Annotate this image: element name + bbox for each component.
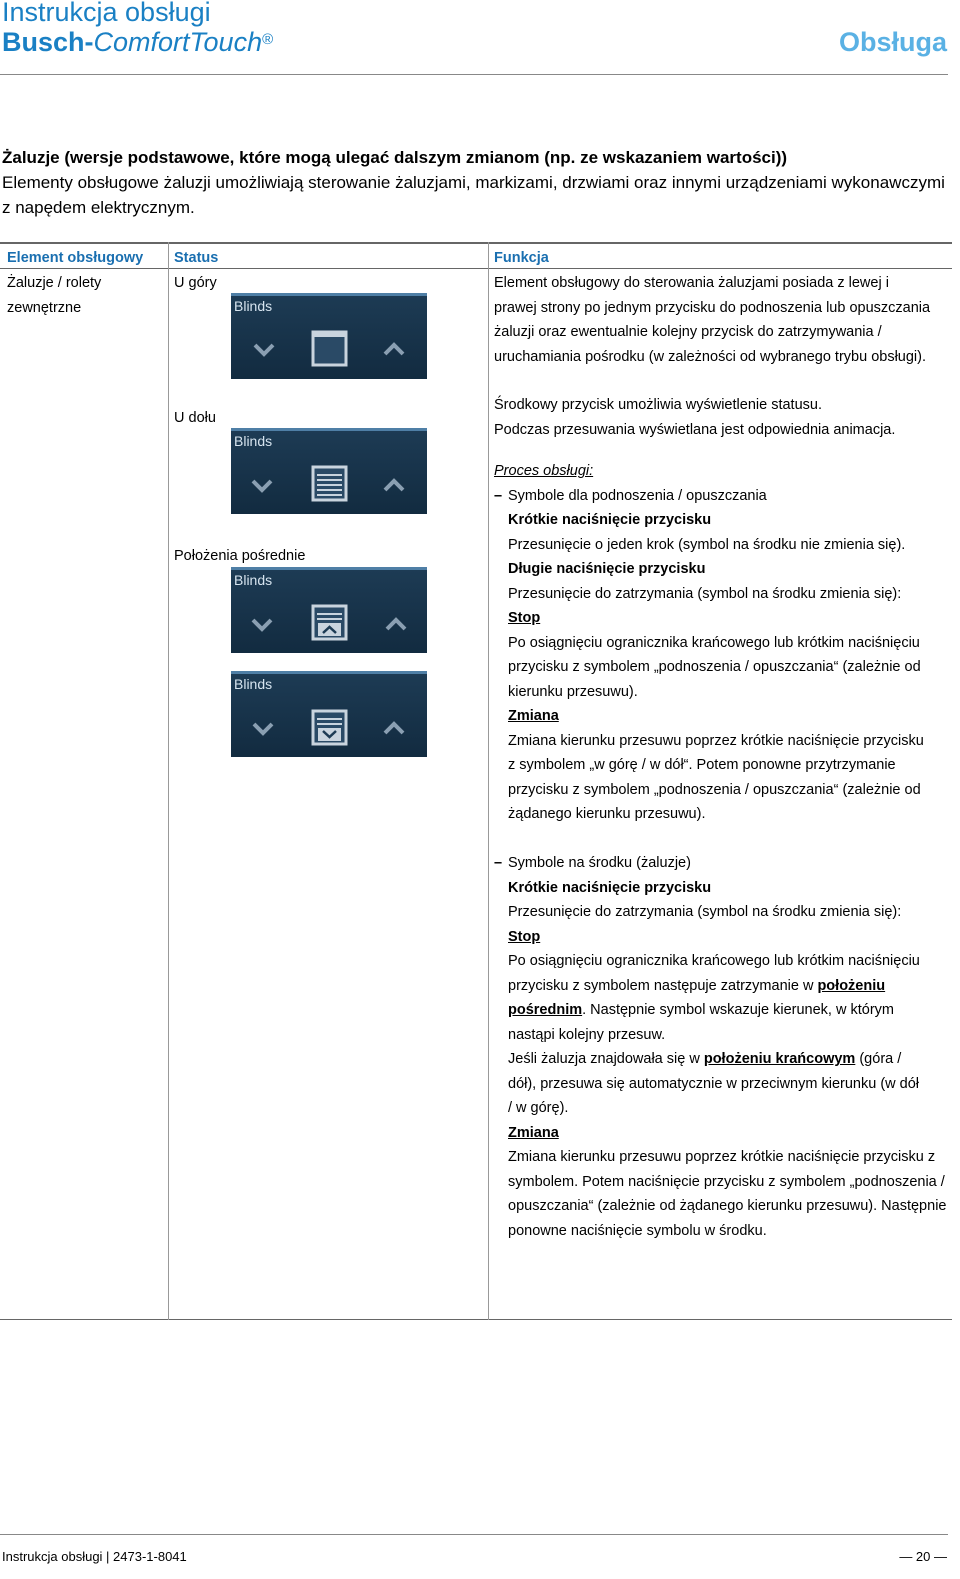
chevron-up-icon[interactable] (385, 724, 403, 733)
brand-prefix: Busch- (2, 27, 94, 57)
section1-title: – Symbole dla podnoszenia / opuszczania (508, 488, 767, 504)
s2-short-heading: Krótkie naciśnięcie przycisku (508, 879, 712, 896)
s1-long-text: Przesunięcie do zatrzymania (symbol na środku zmienia się): (508, 585, 902, 602)
s2-stop-text-a: Po osiągnięciu ogranicznika krańcowego lub krótkim naciśnięciu przycisku z symbolem następuje zatrzymanie w (508, 953, 920, 994)
registered-mark: ® (262, 31, 274, 48)
intro (2, 145, 947, 220)
header-status: Status (174, 250, 219, 266)
table-column-divider (488, 242, 489, 1320)
blinds-arrow-up-icon[interactable] (313, 606, 346, 639)
s2-zmiana-label: Zmiana (508, 1124, 559, 1141)
chevron-down-icon[interactable] (253, 481, 271, 490)
function-p1: Element obsługowy do sterowania żaluzjami posiada z lewej i prawej strony po jednym przycisku do podnoszenia lub opuszczania żaluzji oraz ewentualnie kolejny przycisk do zatrzymywania / uruchamiania pośrodku (w zależności od wybranego trybu obsługi). (494, 275, 931, 365)
intro-text: Elementy obsługowe żaluzji umożliwiają sterowanie żaluzjami, markizami, drzwiami oraz innymi urządzeniami wykonawczymi z napędem elektrycznym. (2, 173, 945, 217)
status-intermediate: Położenia pośrednie (174, 548, 306, 564)
chevron-down-icon[interactable] (254, 724, 272, 733)
process-heading: Proces obsługi: (494, 463, 594, 479)
section-title: Obsługa (838, 27, 947, 57)
element-name (7, 271, 101, 320)
section2-title: – Symbole na środku (żaluzje) (508, 855, 691, 871)
widget-label: Blinds (234, 433, 273, 449)
widget-label: Blinds (234, 572, 273, 588)
link-end-position[interactable]: położeniu krańcowym (703, 1051, 856, 1067)
s1-zmiana-label: Zmiana (508, 708, 559, 724)
s1-stop-text: Po osiągnięciu ogranicznika krańcowego lub krótkim naciśnięciu przycisku z symbolem „podnoszenia / opuszczania“ (zależnie od kierunku przesuwu). (508, 634, 921, 700)
footer-doc-id: Instrukcja obsługi | 2473-1-8041 (2, 1549, 187, 1564)
widget-label: Blinds (234, 298, 273, 314)
table-bottom-rule (0, 1319, 952, 1320)
intro-heading: Żaluzje (wersje podstawowe, które mogą ulegać dalszym zmianom (np. ze wskazaniem wartości)) (2, 148, 788, 167)
element-name-line1: Żaluzje / rolety (7, 275, 102, 291)
closed-blinds-icon[interactable] (313, 467, 346, 500)
blinds-widget-down[interactable] (231, 428, 427, 514)
table-header-rule (0, 268, 952, 269)
blinds-arrow-down-icon[interactable] (313, 711, 346, 744)
function-description (494, 271, 949, 1243)
document-title: Instrukcja obsługi (2, 0, 211, 27)
product-name (2, 26, 273, 58)
s2-stop-text-b: . Następnie symbol wskazuje kierunek, w którym nastąpi kolejny przesuw. (508, 1002, 894, 1043)
blinds-widget-intermediate-up[interactable] (231, 567, 427, 653)
s2-zmiana-text: Zmiana kierunku przesuwu poprzez krótkie naciśnięcie przycisku z symbolem. Potem naciśnięcie przycisku z symbolem „podnoszenia / opuszczania“ (zależnie od żądanego kierunku przesuwu). Następnie ponowne naciśnięcie symbolu w środku. (508, 1149, 947, 1239)
header-function: Funkcja (494, 250, 549, 266)
page-number: — 20 — (899, 1549, 947, 1564)
s2-stop-label: Stop (508, 928, 541, 945)
function-p2a: Środkowy przycisk umożliwia wyświetlenie statusu. (494, 397, 822, 413)
s1-long-heading: Długie naciśnięcie przycisku (508, 561, 706, 577)
s2-end-text-b: (góra / dół), przesuwa się automatycznie w przeciwnym kierunku (w dół / w górę). (508, 1051, 919, 1116)
table-column-divider (168, 242, 169, 1320)
footer-divider (0, 1534, 948, 1535)
link-intermediate-position[interactable]: położeniu pośrednim (508, 977, 886, 1018)
s2-short-text: Przesunięcie do zatrzymania (symbol na środku zmienia się): (508, 904, 902, 920)
s1-short-heading: Krótkie naciśnięcie przycisku (508, 512, 712, 528)
brand-suffix: ComfortTouch (93, 27, 263, 57)
blinds-widget-up[interactable] (231, 293, 427, 379)
status-down: U dołu (174, 410, 216, 426)
widget-label: Blinds (234, 676, 273, 692)
status-up: U góry (174, 275, 217, 291)
table-top-rule (0, 242, 952, 244)
s1-zmiana-text: Zmiana kierunku przesuwu poprzez krótkie naciśnięcie przycisku z symbolem „w górę / w dół“. Potem ponowne przytrzymanie przycisku z symbolem „podnoszenia / opuszczania“ (zależnie od żądanego kierunku przesuwu). (508, 732, 924, 822)
element-name-line2: zewnętrzne (7, 299, 82, 316)
s1-stop-label: Stop (508, 610, 541, 626)
open-window-icon[interactable] (313, 332, 346, 365)
chevron-up-icon[interactable] (385, 345, 403, 354)
blinds-widget-intermediate-down[interactable] (231, 671, 427, 757)
chevron-down-icon[interactable] (255, 345, 273, 354)
s2-end-text-a: Jeśli żaluzja znajdowała się w (508, 1051, 704, 1067)
chevron-down-icon[interactable] (253, 620, 271, 629)
s1-short-text: Przesunięcie o jeden krok (symbol na środku nie zmienia się). (508, 536, 906, 553)
header-element: Element obsługowy (7, 250, 144, 266)
chevron-up-icon[interactable] (387, 620, 405, 629)
s2-stop-text (494, 949, 938, 1047)
s2-end-text (494, 1047, 923, 1121)
header-divider (0, 74, 948, 75)
chevron-up-icon[interactable] (385, 481, 403, 490)
function-p2b: Podczas przesuwania wyświetlana jest odpowiednia animacja. (494, 421, 896, 438)
